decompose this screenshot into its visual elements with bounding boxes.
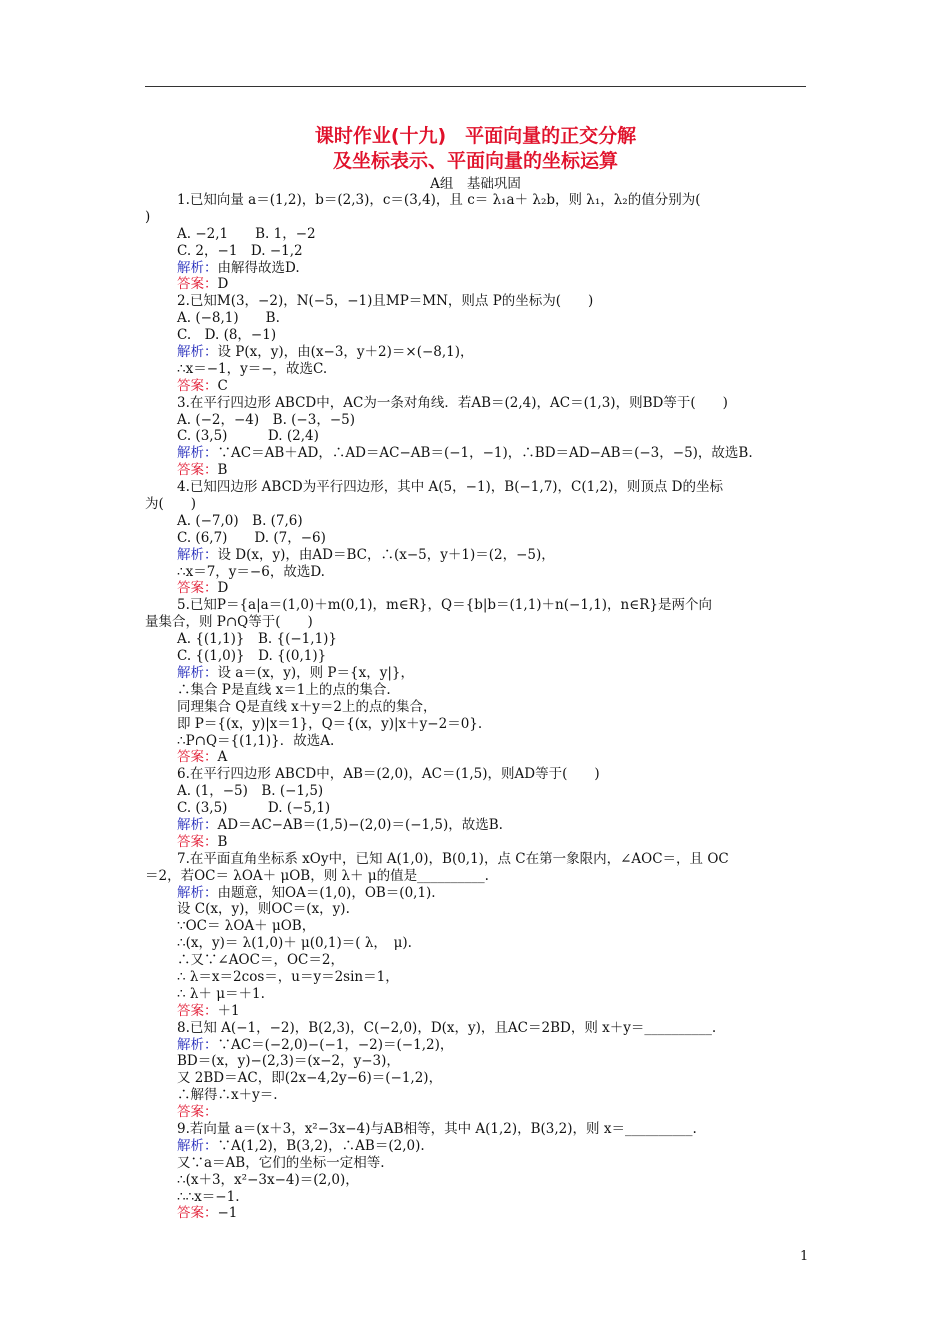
answer-label: 答案：	[177, 1205, 218, 1222]
text-line	[145, 918, 806, 935]
analysis-label: 解析：	[177, 884, 218, 901]
answer-line	[145, 1003, 806, 1020]
line-text: ＝2，若OC＝ λOA＋ μOB，则 λ＋ μ的值是__________.	[145, 867, 489, 884]
answer-label: 答案：	[177, 1002, 218, 1019]
answer-line	[145, 276, 806, 293]
exercise-body	[145, 192, 806, 1222]
line-text: −1	[217, 1205, 238, 1222]
text-line	[145, 293, 806, 310]
answer-label: 答案：	[177, 462, 218, 479]
text-line	[145, 766, 806, 783]
text-line	[145, 209, 806, 226]
text-line	[145, 986, 806, 1003]
answer-line	[145, 462, 806, 479]
group-heading: A组 基础巩固	[430, 176, 521, 192]
answer-line	[145, 834, 806, 851]
analysis-line	[145, 260, 806, 277]
line-text: 7.在平面直角坐标系 xOy中，已知 A(1,0)，B(0,1)，点 C在第一象限内，∠AOC＝，且 OC	[177, 850, 729, 867]
line-text: 同理集合 Q是直线 x＋y＝2上的点的集合，	[177, 698, 437, 715]
line-text: 9.若向量 a＝(x＋3，x²−3x−4)与AB相等，其中 A(1,2)，B(3,2)，则 x＝__________.	[177, 1120, 697, 1137]
text-line	[145, 597, 806, 614]
line-text: 8.已知 A(−1，−2)，B(2,3)，C(−2,0)，D(x，y)，且AC＝2BD，则 x＋y＝__________.	[177, 1019, 717, 1036]
line-text: C. (3,5) D. (2,4)	[177, 428, 319, 445]
line-text: ∴x＝−1，y＝−，故选C.	[177, 360, 328, 377]
line-text: 设 a＝(x，y)，则 P＝{x，y|}，	[217, 664, 414, 681]
line-text: 由解得故选D.	[217, 259, 300, 276]
line-text: C	[217, 377, 228, 394]
line-text: C. {(1,0)} D. {(0,1)}	[177, 648, 327, 665]
analysis-line	[145, 665, 806, 682]
analysis-label: 解析：	[177, 664, 218, 681]
line-text: 设 D(x，y)，由AD＝BC，∴(x−5，y＋1)＝(2，−5)，	[217, 546, 555, 563]
text-line	[145, 1121, 806, 1138]
line-text: ∴又∵∠AOC＝，OC＝2，	[177, 952, 344, 969]
text-line	[145, 564, 806, 581]
header-rule	[145, 86, 806, 87]
line-text: ∵AC＝(−2,0)−(−1，−2)＝(−1,2)，	[217, 1036, 454, 1053]
line-text: BD＝(x，y)−(2,3)＝(x−2，y−3)，	[177, 1053, 400, 1070]
answer-line	[145, 378, 806, 395]
line-text: A. (−7,0) B. (7,6)	[177, 512, 303, 529]
line-text: A	[217, 749, 228, 766]
line-text: 6.在平行四边形 ABCD中，AB＝(2,0)，AC＝(1,5)，则AD等于( )	[177, 766, 600, 783]
text-line	[145, 682, 806, 699]
text-line	[145, 800, 806, 817]
text-line	[145, 614, 806, 631]
line-text: 又 2BD＝AC，即(2x−4,2y−6)＝(−1,2)，	[177, 1070, 443, 1087]
answer-label: 答案：	[177, 1104, 218, 1121]
text-line	[145, 1189, 806, 1206]
line-text: 为( )	[145, 496, 197, 513]
text-line	[145, 1020, 806, 1037]
line-text: D	[217, 276, 229, 293]
text-line	[145, 479, 806, 496]
text-line	[145, 699, 806, 716]
analysis-label: 解析：	[177, 445, 218, 462]
line-text: A. {(1,1)} B. {(−1,1)}	[177, 631, 338, 648]
analysis-label: 解析：	[177, 344, 218, 361]
answer-line	[145, 1104, 806, 1121]
line-text: ∴(x，y)＝ λ(1,0)＋ μ(0,1)＝( λ， μ).	[177, 935, 412, 952]
analysis-label: 解析：	[177, 546, 218, 563]
analysis-label: 解析：	[177, 816, 218, 833]
text-line	[145, 851, 806, 868]
text-line	[145, 935, 806, 952]
analysis-line	[145, 885, 806, 902]
text-line	[145, 1070, 806, 1087]
text-line	[145, 648, 806, 665]
answer-label: 答案：	[177, 749, 218, 766]
answer-label: 答案：	[177, 276, 218, 293]
text-line	[145, 783, 806, 800]
line-text: 又∵a＝AB，它们的坐标一定相等.	[177, 1154, 385, 1171]
line-text: B	[217, 462, 228, 479]
answer-line	[145, 580, 806, 597]
line-text: 3.在平行四边形 ABCD中，AC为一条对角线．若AB＝(2,4)，AC＝(1,3)，则BD等于( )	[177, 394, 728, 411]
line-text: 设 P(x，y)，由(x−3，y＋2)＝×(−8,1)，	[217, 344, 474, 361]
line-text: A. −2,1 B. 1，−2	[177, 225, 316, 242]
text-line	[145, 327, 806, 344]
line-text: ∵AC＝AB＋AD，∴AD＝AC−AB＝(−1，−1)，∴BD＝AD−AB＝(−3，−5)，故选B.	[217, 445, 753, 462]
line-text: A. (1，−5) B. (−1,5)	[177, 783, 324, 800]
line-text: 4.已知四边形 ABCD为平行四边形，其中 A(5，−1)，B(−1,7)，C(1,2)，则顶点 D的坐标	[177, 479, 723, 496]
analysis-line	[145, 1037, 806, 1054]
line-text: ∴集合 P是直线 x＝1上的点的集合.	[177, 681, 391, 698]
line-text: A. (−2，−4) B. (−3，−5)	[177, 411, 356, 428]
analysis-line	[145, 1138, 806, 1155]
line-text: ∵A(1,2)，B(3,2)，∴AB＝(2,0).	[217, 1137, 425, 1154]
text-line	[145, 1053, 806, 1070]
page-number: 1	[800, 1249, 809, 1264]
line-text: ∵OC＝ λOA＋ μOB，	[177, 918, 316, 935]
analysis-line	[145, 547, 806, 564]
answer-label: 答案：	[177, 833, 218, 850]
analysis-line	[145, 445, 806, 462]
analysis-line	[145, 817, 806, 834]
text-line	[145, 631, 806, 648]
line-text: C. (3,5) D. (−5,1)	[177, 800, 331, 817]
text-line	[145, 395, 806, 412]
page-title-line-1: 课时作业(十九) 平面向量的正交分解	[314, 125, 637, 147]
text-line	[145, 901, 806, 918]
line-text: 1.已知向量 a＝(1,2)，b＝(2,3)，c＝(3,4)，且 c＝ λ₁a＋ λ₂b，则 λ₁，λ₂的值分别为(	[177, 192, 701, 208]
line-text: 5.已知P＝{a|a＝(1,0)＋m(0,1)，m∈R}，Q＝{b|b＝(1,1)＋n(−1,1)，n∈R}是两个向	[177, 597, 712, 614]
line-text: ∴(x＋3，x²−3x−4)＝(2,0)，	[177, 1171, 359, 1188]
answer-label: 答案：	[177, 580, 218, 597]
text-line	[145, 1172, 806, 1189]
text-line	[145, 243, 806, 260]
text-line	[145, 1087, 806, 1104]
line-text: 即 P＝{(x，y)|x＝1}，Q＝{(x，y)|x＋y−2＝0}.	[177, 715, 483, 732]
analysis-line	[145, 344, 806, 361]
line-text: 由题意，知OA＝(1,0)，OB＝(0,1).	[217, 884, 436, 901]
text-line	[145, 952, 806, 969]
text-line	[145, 192, 806, 209]
line-text: ∴x＝7，y＝−6，故选D.	[177, 563, 325, 580]
line-text: ＋1	[217, 1002, 240, 1019]
text-line	[145, 428, 806, 445]
text-line	[145, 530, 806, 547]
line-text: C. D. (8，−1)	[177, 327, 277, 344]
answer-label: 答案：	[177, 377, 218, 394]
line-text: C. 2，−1 D. −1,2	[177, 242, 303, 259]
line-text: ∴ λ＋ μ＝＋1.	[177, 985, 265, 1002]
text-line	[145, 412, 806, 429]
text-line	[145, 513, 806, 530]
line-text: ∴∴x＝−1.	[177, 1188, 240, 1205]
answer-line	[145, 749, 806, 766]
line-text: B	[217, 833, 228, 850]
page-title-line-2: 及坐标表示、平面向量的坐标运算	[332, 150, 618, 172]
text-line	[145, 1155, 806, 1172]
line-text: 设 C(x，y)，则OC＝(x，y).	[177, 901, 350, 918]
text-line	[145, 868, 806, 885]
text-line	[145, 969, 806, 986]
line-text: 量集合，则 P∩Q等于( )	[145, 614, 313, 631]
answer-line	[145, 1205, 806, 1222]
line-text: ∴ λ＝x＝2cos＝，u＝y＝2sin＝1，	[177, 968, 399, 985]
line-text: ∴解得∴x＋y＝.	[177, 1087, 278, 1104]
line-text: ∴P∩Q＝{(1,1)}．故选A.	[177, 732, 335, 749]
text-line	[145, 361, 806, 378]
line-text: )	[145, 208, 151, 225]
text-line	[145, 496, 806, 513]
line-text: A. (−8,1) B.	[177, 310, 280, 327]
analysis-label: 解析：	[177, 1036, 218, 1053]
text-line	[145, 226, 806, 243]
text-line	[145, 733, 806, 750]
line-text: C. (6,7) D. (7，−6)	[177, 529, 326, 546]
analysis-label: 解析：	[177, 259, 218, 276]
text-line	[145, 716, 806, 733]
line-text: 2.已知M(3，−2)，N(−5，−1)且MP＝MN，则点 P的坐标为( )	[177, 293, 594, 310]
line-text: AD＝AC−AB＝(1,5)−(2,0)＝(−1,5)，故选B.	[217, 816, 503, 833]
line-text: D	[217, 580, 229, 597]
text-line	[145, 310, 806, 327]
analysis-label: 解析：	[177, 1137, 218, 1154]
